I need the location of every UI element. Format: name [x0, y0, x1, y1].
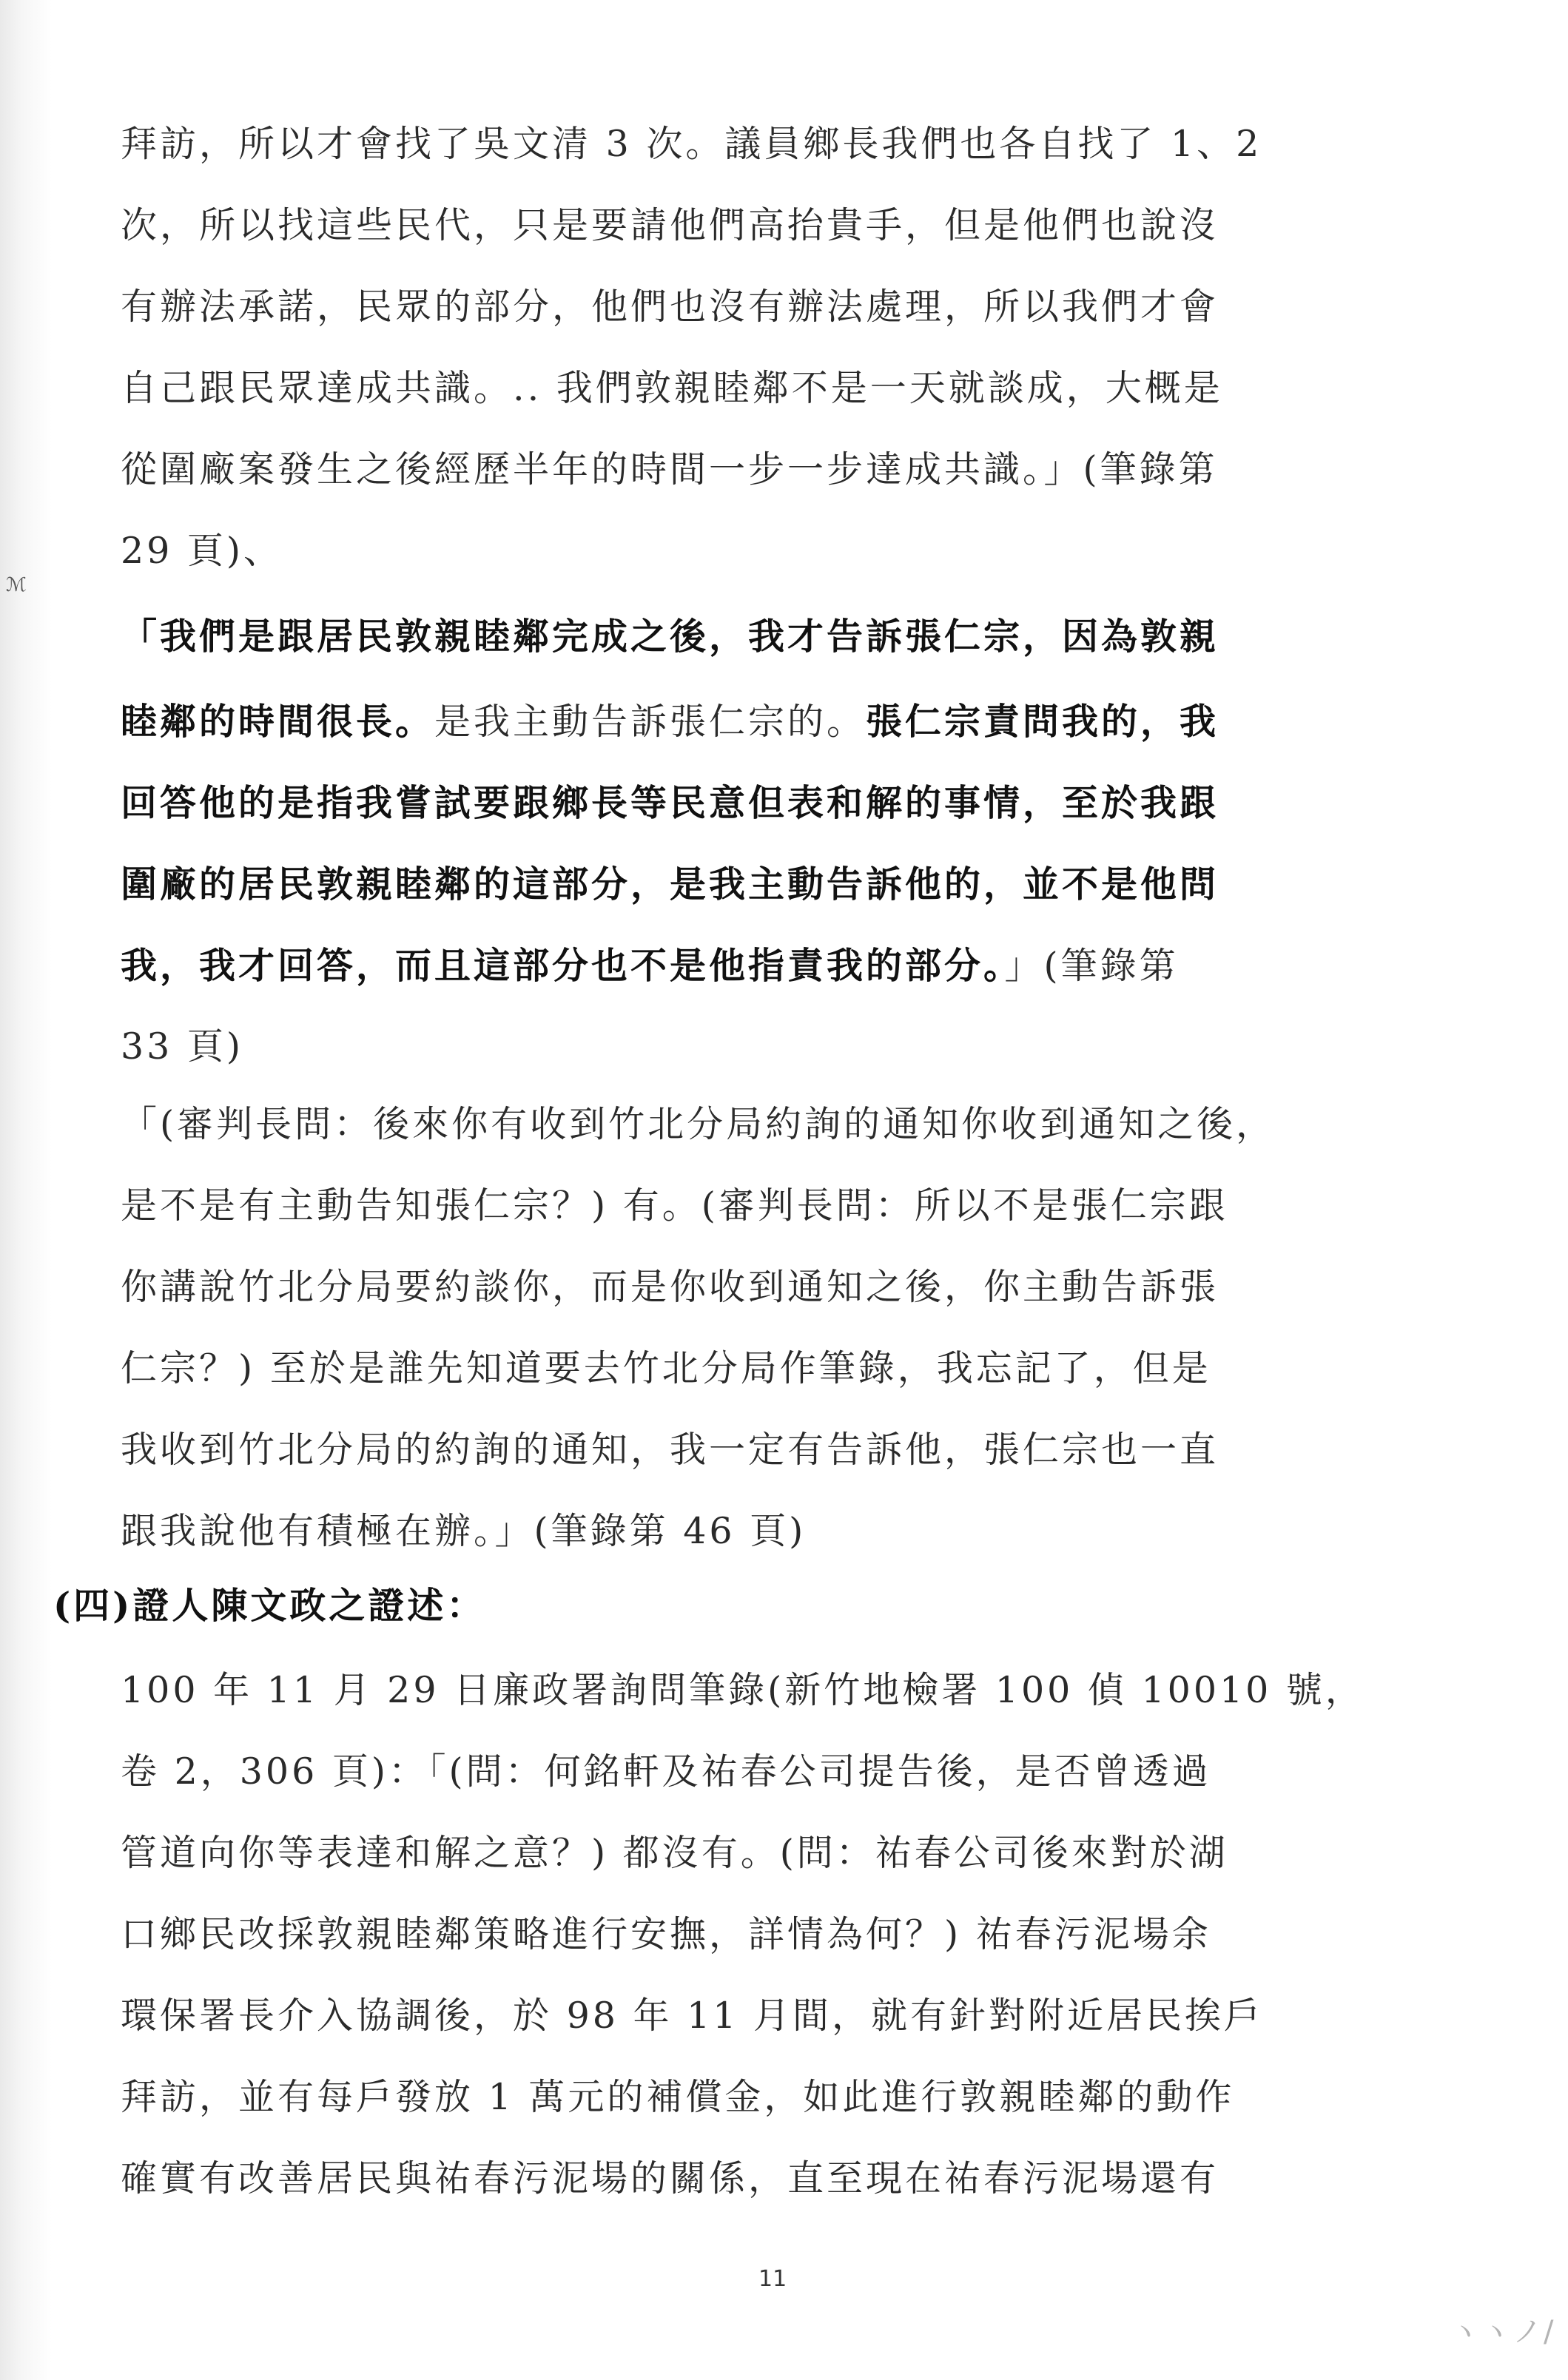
- body-line-1: 拜訪，所以才會找了吳文清 3 次。議員鄉長我們也各自找了 1、2: [121, 123, 1262, 165]
- quote-mixed-line-5: [121, 943, 1179, 988]
- body-line-2: 次，所以找這些民代，只是要請他們高抬貴手，但是他們也說沒: [121, 204, 1219, 246]
- body-line-5: 從圍廠案發生之後經歷半年的時間一步一步達成共識。」(筆錄第: [121, 448, 1218, 491]
- body-line-11: 我收到竹北分局的約詢的通知，我一定有告訴他，張仁宗也一直: [121, 1429, 1219, 1471]
- quote-plain-segment: 」(筆錄第: [1004, 945, 1179, 987]
- body-line-12: 跟我說他有積極在辦。」(筆錄第 46 頁): [121, 1510, 807, 1552]
- body-line-9: 你講說竹北分局要約談你，而是你收到通知之後，你主動告訴張: [121, 1266, 1219, 1308]
- quote-bold-line-3: 回答他的是指我嘗試要跟鄉長等民意但表和解的事情，至於我跟: [121, 781, 1219, 824]
- body-line-10: 仁宗？) 至於是誰先知道要去竹北分局作筆錄，我忘記了，但是: [121, 1347, 1211, 1389]
- body-line-13: 100 年 11 月 29 日廉政署詢問筆錄(新竹地檢署 100 偵 10010 號，: [121, 1669, 1365, 1711]
- quote-bold-line-4: 圍廠的居民敦親睦鄰的這部分，是我主動告訴他的，並不是他問: [121, 863, 1219, 906]
- body-line-page-ref: 33 頁): [121, 1025, 244, 1068]
- body-line-4: 自己跟民眾達成共識。.. 我們敦親睦鄰不是一天就談成，大概是: [121, 367, 1223, 409]
- body-line-17: 環保署長介入協調後，於 98 年 11 月間，就有針對附近居民挨戶: [121, 1995, 1264, 2037]
- corner-scribble: ヽヽノ/: [1450, 2315, 1555, 2349]
- quote-bold-segment: 張仁宗責問我的，我: [866, 700, 1219, 743]
- quote-bold-segment: 我，我才回答，而且這部分也不是他指責我的部分。: [121, 944, 1005, 987]
- body-line-6: 29 頁)、: [121, 530, 283, 572]
- body-line-14: 卷 2，306 頁)：「(問：何銘軒及祐春公司提告後，是否曾透過: [121, 1750, 1211, 1793]
- body-line-18: 拜訪，並有每戶發放 1 萬元的補償金，如此進行敦親睦鄰的動作: [121, 2076, 1235, 2118]
- margin-mark: ℳ: [6, 574, 27, 596]
- body-line-3: 有辦法承諾，民眾的部分，他們也沒有辦法處理，所以我們才會: [121, 286, 1219, 328]
- quote-mixed-line-2: [121, 699, 1219, 744]
- body-line-7: 「(審判長問：後來你有收到竹北分局約詢的通知你收到通知之後，: [121, 1103, 1276, 1145]
- body-line-15: 管道向你等表達和解之意？) 都沒有。(問：祐春公司後來對於湖: [121, 1832, 1228, 1874]
- section-heading: (四)證人陳文政之證述：: [53, 1584, 486, 1627]
- quote-bold-line-1: 「我們是跟居民敦親睦鄰完成之後，我才告訴張仁宗，因為敦親: [121, 615, 1219, 658]
- page-number: 11: [758, 2266, 787, 2292]
- quote-plain-segment: 是我主動告訴張仁宗的。: [434, 701, 867, 743]
- body-line-16: 口鄉民改採敦親睦鄰策略進行安撫，詳情為何？) 祐春污泥場余: [121, 1913, 1211, 1955]
- quote-bold-segment: 睦鄰的時間很長。: [121, 700, 435, 743]
- body-line-8: 是不是有主動告知張仁宗？) 有。(審判長問：所以不是張仁宗跟: [121, 1184, 1228, 1227]
- body-line-19: 確實有改善居民與祐春污泥場的關係，直至現在祐春污泥場還有: [121, 2157, 1219, 2199]
